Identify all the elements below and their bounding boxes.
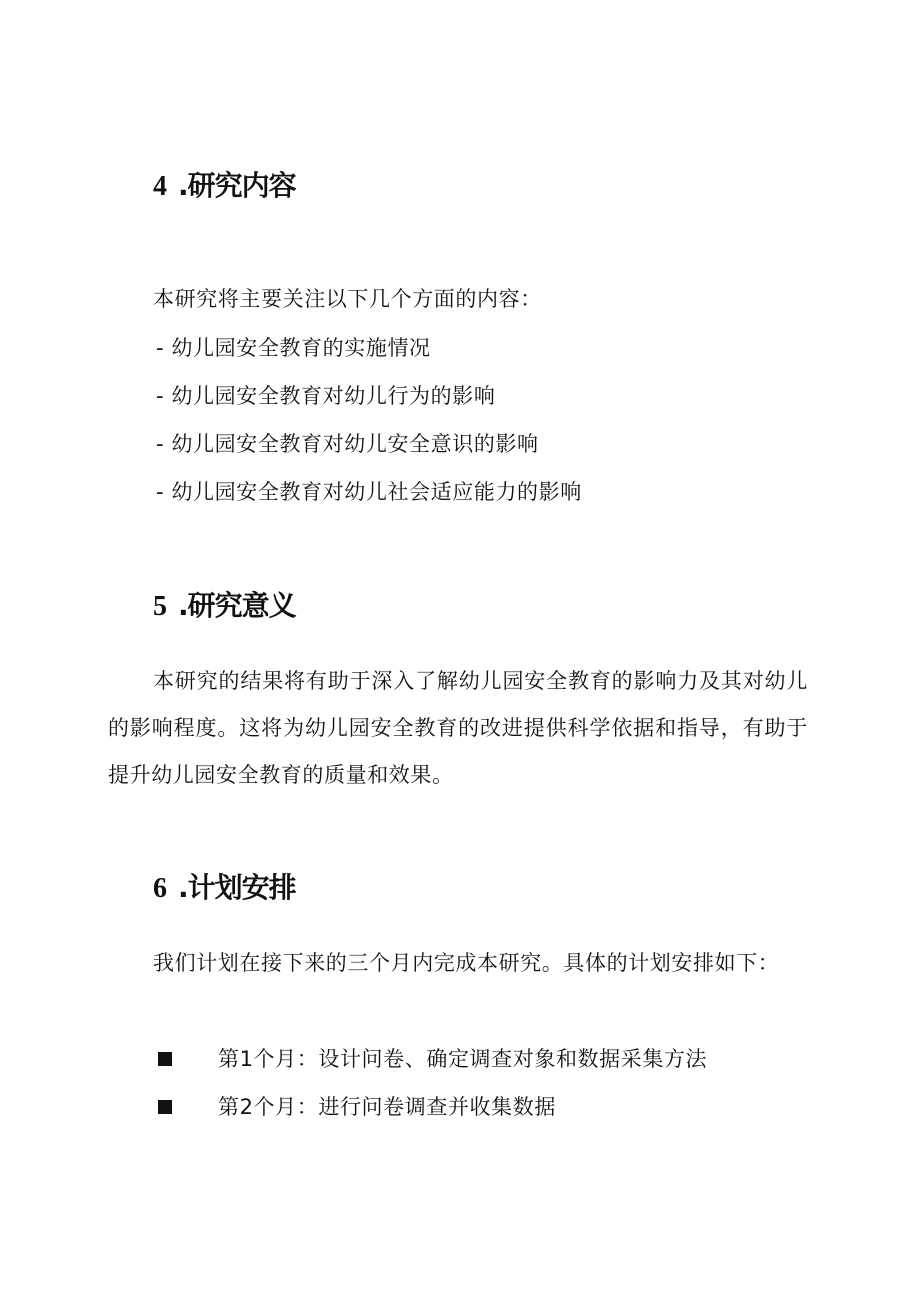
section-5-paragraph: 本研究的结果将有助于深入了解幼儿园安全教育的影响力及其对幼儿的影响程度。这将为幼儿园安全教育的改进提供科学依据和指导，有助于提升幼儿园安全教育的质量和效果。 xyxy=(108,669,808,787)
section-6-title: .计划安排 xyxy=(178,871,296,904)
plan-item-month-1: 第1个月：设计问卷、确定调查对象和数据采集方法 xyxy=(218,1047,708,1071)
section-4-title: .研究内容 xyxy=(178,169,296,202)
section-4-heading xyxy=(153,169,296,202)
square-bullet-icon xyxy=(158,1052,172,1066)
section-4-number: 4 xyxy=(153,171,166,202)
section-4-intro: 本研究将主要关注以下几个方面的内容： xyxy=(153,287,542,311)
list-item: - 幼儿园安全教育的实施情况 xyxy=(156,336,431,360)
square-bullet-icon xyxy=(158,1100,172,1114)
section-6-paragraph: 我们计划在接下来的三个月内完成本研究。具体的计划安排如下： xyxy=(153,951,780,975)
list-item: - 幼儿园安全教育对幼儿安全意识的影响 xyxy=(156,432,539,456)
list-item: - 幼儿园安全教育对幼儿行为的影响 xyxy=(156,384,496,408)
section-5-number: 5 xyxy=(153,591,166,622)
section-5-title: .研究意义 xyxy=(178,589,296,622)
section-6-heading xyxy=(153,871,296,904)
section-6-number: 6 xyxy=(153,873,166,904)
list-item: - 幼儿园安全教育对幼儿社会适应能力的影响 xyxy=(156,480,582,504)
plan-item-month-2: 第2个月：进行问卷调查并收集数据 xyxy=(218,1095,556,1119)
section-5-heading xyxy=(153,589,296,622)
